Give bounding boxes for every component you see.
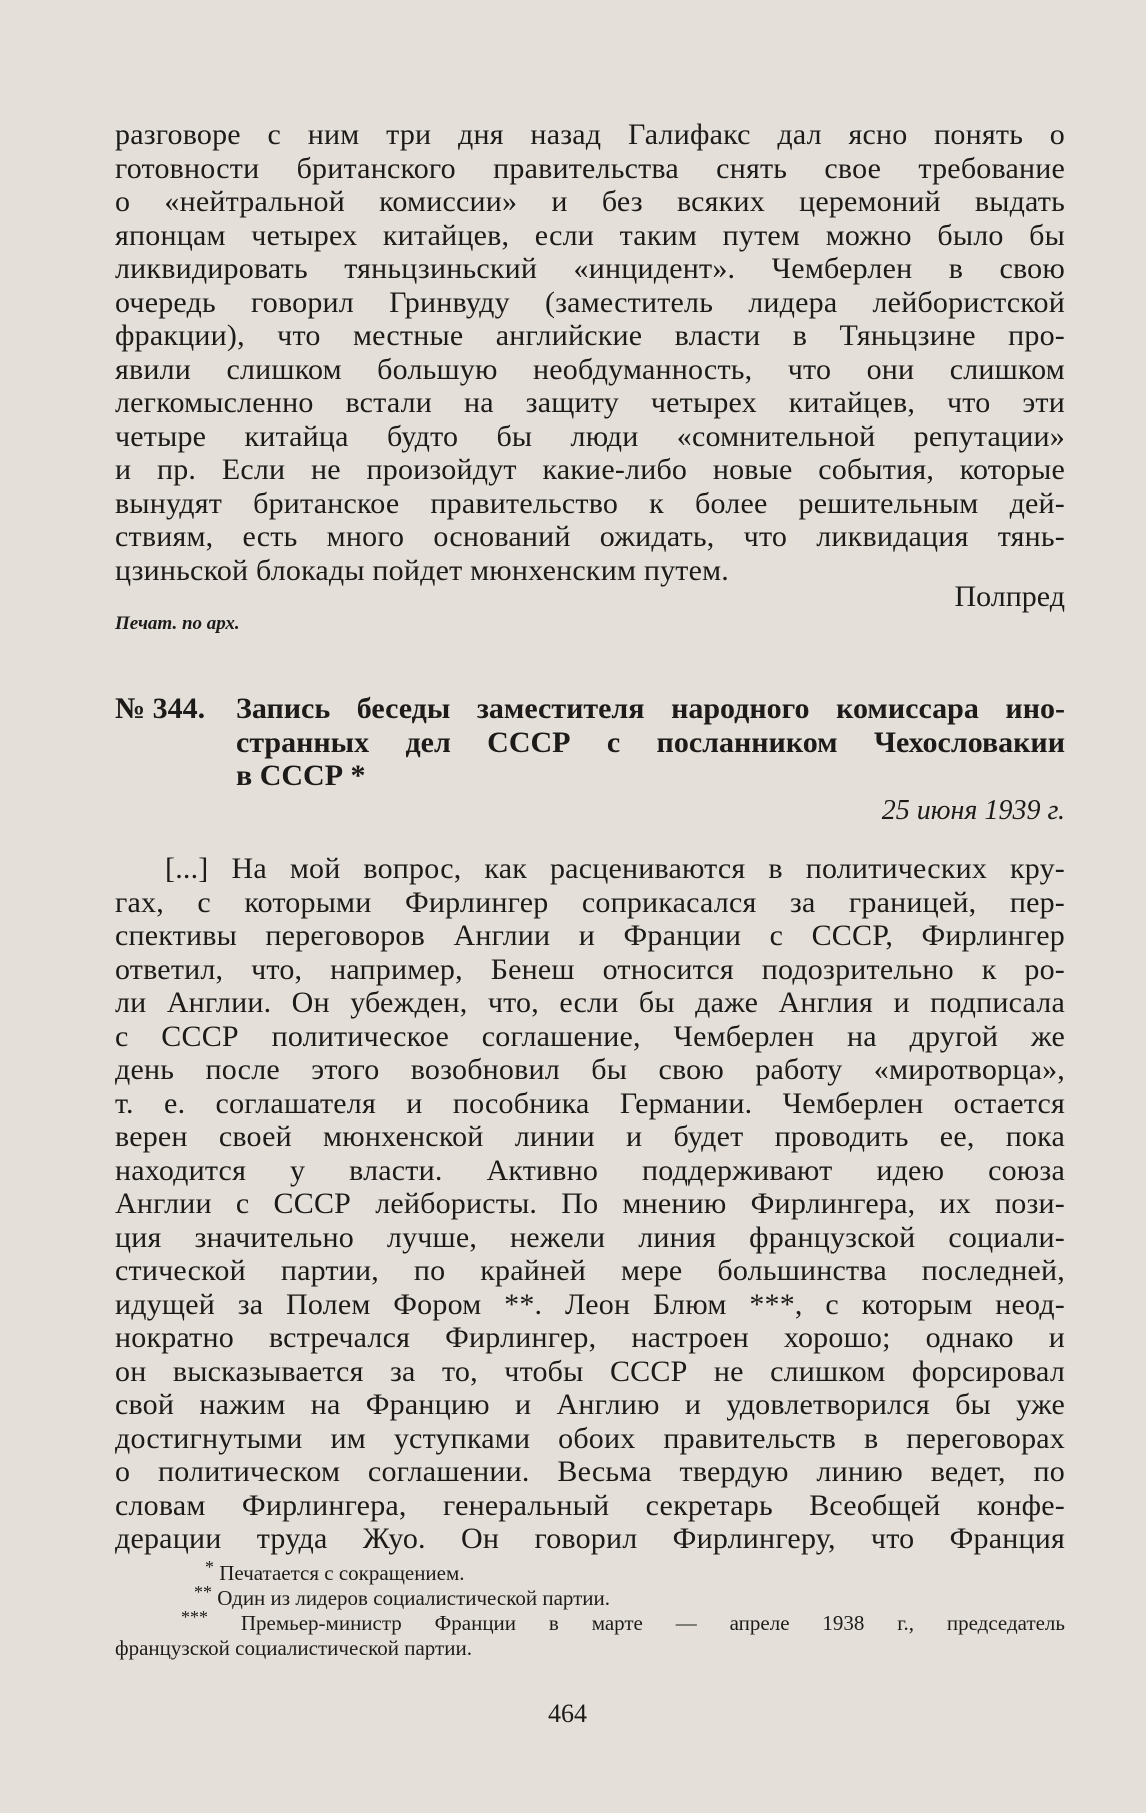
text-line: ответил, что, например, Бенеш относится подозрительно к ро- (115, 952, 1065, 986)
text-line: день после этого возобновил бы свою работу «миротворца», (115, 1053, 1065, 1086)
text-line: словам Фирлингера, генеральный секретарь Всеобщей конфе- (115, 1488, 1065, 1522)
text-line: о «нейтральной комиссии» и без всяких церемоний выдать (115, 185, 1065, 218)
footnote-text: Печатается с сокращением. (219, 1561, 465, 1585)
text-line: свой нажим на Францию и Англию и удовлетворился бы уже (115, 1388, 1065, 1421)
paragraph-main (115, 852, 1065, 1556)
text-line: находится у власти. Активно поддерживают идею союза (115, 1153, 1065, 1187)
title-line: Запись беседы заместителя народного комиссара ино- (236, 692, 1065, 725)
text-line: ствиям, есть много оснований ожидать, что ликвидация тянь- (115, 520, 1065, 553)
footnote-text: Один из лидеров социалистической партии. (217, 1586, 611, 1610)
footnote-mark: *** (181, 1607, 208, 1627)
title-line: странных дел СССР с посланником Чехословакии (236, 725, 1065, 759)
text-line: о политическом соглашении. Весьма твердую линию ведет, по (115, 1455, 1065, 1488)
footnote-text: Премьер-министр Франции в марте — апреле 1938 г., председатель (240, 1611, 1065, 1635)
text-line: идущей за Полем Фором **. Леон Блюм ***, с которым неод- (115, 1287, 1065, 1321)
text-line: т. е. соглашателя и пособника Германии. Чемберлен остается (115, 1086, 1065, 1120)
text-line: он высказывается за то, чтобы СССР не слишком форсировал (115, 1354, 1065, 1388)
text-line: четыре китайца будто бы люди «сомнительной репутации» (115, 419, 1065, 453)
document-date: 25 июня 1939 г. (881, 795, 1065, 826)
text-line: ция значительно лучше, нежели линия французской социали- (115, 1220, 1065, 1254)
footnotes (115, 1557, 1065, 1660)
text-line: готовности британского правительства снять свое требование (115, 151, 1065, 185)
document-title (236, 692, 1065, 793)
paragraph-continued (115, 118, 1065, 587)
text-line: японцам четырех китайцев, если таким путем можно было бы (115, 218, 1065, 252)
text-line: нократно встречался Фирлингер, настроен хорошо; однако и (115, 1321, 1065, 1354)
footnote-2 (115, 1582, 1065, 1611)
source-note: Печат. по арх. (115, 613, 240, 634)
text-line: спективы переговоров Англии и Франции с СССР, Фирлингер (115, 919, 1065, 952)
footnote-1 (115, 1557, 1065, 1586)
text-line: ликвидировать тяньцзиньский «инцидент». Чемберлен в свою (115, 252, 1065, 285)
text-line: дерации труда Жуо. Он говорил Фирлингеру, что Франция (115, 1522, 1065, 1555)
text-line: очередь говорил Гринвуду (заместитель лидера лейбористской (115, 285, 1065, 319)
text-line: ли Англии. Он убежден, что, если бы даже Англия и подписала (115, 986, 1065, 1019)
footnote-mark: * (205, 1557, 214, 1577)
text-line: верен своей мюнхенской линии и будет проводить ее, пока (115, 1120, 1065, 1153)
text-line: вынудят британское правительство к более решительным дей- (115, 486, 1065, 520)
signature: Полпред (954, 580, 1065, 613)
text-line: гах, с которыми Фирлингер соприкасался за границей, пер- (115, 885, 1065, 919)
text-line: с СССР политическое соглашение, Чемберлен на другой же (115, 1019, 1065, 1053)
text-line: стической партии, по крайней мере большинства последней, (115, 1254, 1065, 1287)
footnote-3-continued: французской социалистической партии. (115, 1636, 472, 1660)
text-line: [...] На мой вопрос, как расцениваются в политических кру- (165, 852, 1065, 885)
text-line: фракции), что местные английские власти в Тяньцзине про- (115, 319, 1065, 352)
text-line: цзиньской блокады пойдет мюнхенским путем. (115, 553, 729, 587)
title-line: в СССР * (236, 759, 366, 792)
footnote-3 (115, 1607, 1065, 1636)
text-line: разговоре с ним три дня назад Галифакс дал ясно понять о (115, 118, 1065, 151)
paragraph-1-text (115, 118, 1065, 587)
document-number: № 344. (115, 692, 206, 725)
text-line: Англии с СССР лейбористы. По мнению Фирлингера, их пози- (115, 1187, 1065, 1220)
text-line: легкомысленно встали на защиту четырех китайцев, что эти (115, 386, 1065, 419)
text-line: явили слишком большую необдуманность, что они слишком (115, 352, 1065, 386)
footnote-mark: ** (194, 1582, 212, 1602)
paragraph-2-text (115, 852, 1065, 1556)
text-line: достигнутыми им уступками обоих правительств в переговорах (115, 1421, 1065, 1455)
page-number: 464 (548, 1699, 587, 1728)
text-line: и пр. Если не произойдут какие-либо новые события, которые (115, 453, 1065, 486)
